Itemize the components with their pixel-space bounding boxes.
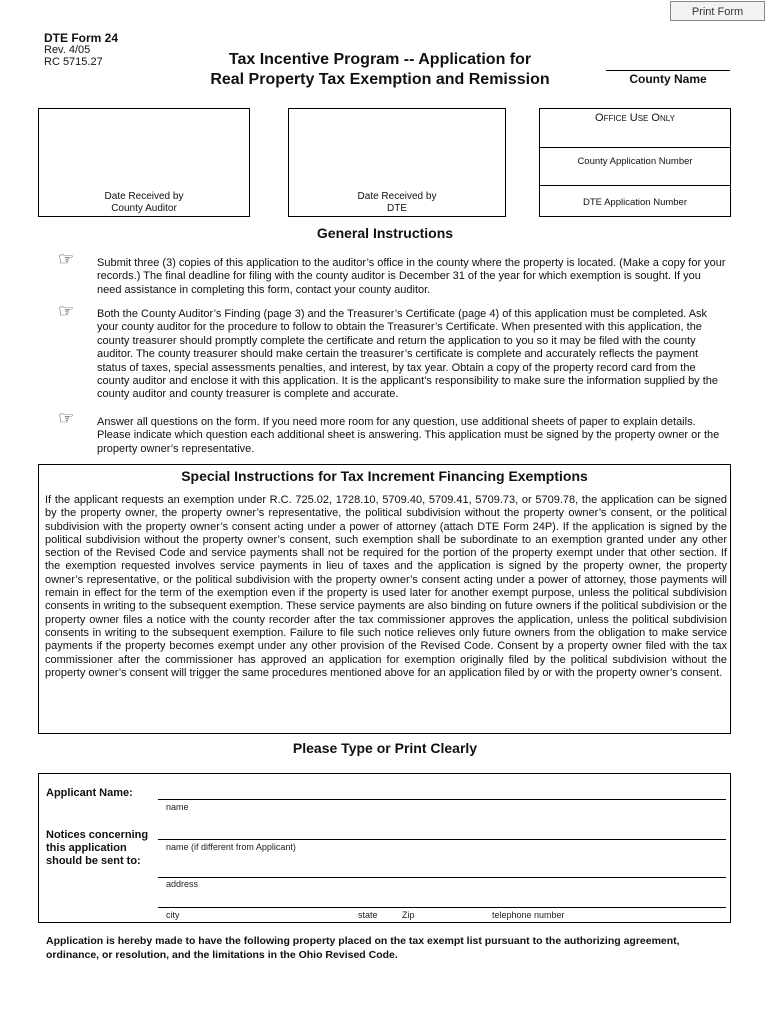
dte-application-number[interactable]: DTE Application Number	[582, 197, 688, 208]
county-application-number[interactable]: County Application Number	[540, 148, 730, 186]
applicant-name-label: Applicant Name:	[46, 787, 133, 799]
instruction-item-2: Both the County Auditor’s Finding (page 3) and the Treasurer’s Certificate (page 4) of this application must be completed. Ask your county auditor for the procedure to follow to obtain the Treasurer’s Certificate. When presented with this application, the county treasurer should promptly complete the certificate and return the application to you so it may be filed with the county auditor. The county treasurer should make certain the treasurer’s certificate is complete and accurately reflects the payment status of taxes, special assessments penalties, and interest, by tax year. Obtain a copy of the property record card from the county auditor and enclose it with this application. It is the applicant’s responsibility to make sure the information supplied by the county auditor and county treasurer is complete and accurate.	[97, 308, 719, 401]
notices-label: Notices concerning this application should be sent to:	[46, 829, 149, 867]
county-name-input[interactable]	[606, 50, 730, 69]
form-revision: Rev. 4/05	[44, 44, 91, 56]
city-state-zip-phone-input[interactable]	[158, 890, 726, 906]
county-name-line	[606, 70, 730, 71]
special-instructions-heading: Special Instructions for Tax Increment Financing Exemptions	[181, 468, 588, 484]
name-caption: name	[166, 802, 189, 812]
instruction-item-1: Submit three (3) copies of this application to the auditor’s office in the county where the property is located. (Make a copy for your records.) The final deadline for filing with the county auditor is December 31 of the year for which exemption is sought. If you need assistance in completing this form, contact your county auditor.	[97, 257, 726, 296]
special-instructions-text: If the applicant requests an exemption under R.C. 725.02, 1728.10, 5709.40, 5709.41, 5709.73, or 5709.78, the application can be signed by the property owner, the property owner’s representative, the political subdivision without the property owner’s consent, or the political subdivision with the property owner’s consent acting under a power of attorney (attach DTE Form 24P). If the application is signed by the political subdivision without the property owner’s consent, such exemption shall be subordinate to an exemption granted under any other section of the Revised Code and service payments shall not be required for the portion of the property exempt under that other section. If the exemption requested involves service payments in lieu of taxes and the application is signed by the property owner, the property owner’s representative, or the political subdivision with the property owner’s consent acting under a power of attorney, those payments will remain in effect for the term of the exemption even if the property is used later for another exempt purpose, unless the political subdivision consents in writing to the subsequent exemption. These service payments are also binding on future owners if the political subdivision or the property owner files a notice with the county recorder after the tax commissioner approves the application, unless the political subdivision consents in writing to the subsequent exemption. Failure to file such notice relieves only future owners from the obligation to make service payments if the property becomes exempt under any other provision of the Revised Code. Consent by a property owner filed with the tax commissioner after the commissioner has approved an application for exemption originally filed by the political subdivision without the property owner’s consent will trigger the same procedures mentioned above for an application filed by or with the property owner’s consent.	[45, 494, 727, 679]
page-title	[200, 50, 560, 90]
address-caption: address	[166, 879, 199, 889]
phone-caption: telephone number	[492, 910, 565, 920]
dte-stamp-label: Date Received by DTE	[357, 191, 437, 214]
print-clearly-heading: Please Type or Print Clearly	[292, 740, 478, 756]
zip-caption: Zip	[402, 910, 415, 920]
title-line-1: Tax Incentive Program -- Application for	[228, 51, 532, 68]
print-form-button[interactable]: Print Form	[670, 1, 765, 21]
instruction-item-3: Answer all questions on the form. If you need more room for any question, use additional sheets of paper to explain details. Please indicate which question each additional sheet is answering. This application must be signed by the property owner or the property owner’s representative.	[97, 416, 720, 455]
auditor-stamp-label: Date Received by County Auditor	[104, 191, 184, 214]
state-caption: state	[358, 910, 378, 920]
alt-name-caption: name (if different from Applicant)	[166, 842, 296, 852]
office-use-heading: Office Use Only	[540, 109, 730, 148]
application-statement: Application is hereby made to have the following property placed on the tax exempt list pursuant to the authorizing agreement, ordinance, or resolution, and the limitations in the Ohio Revised Code.	[46, 935, 680, 961]
pointing-hand-icon: ☞	[58, 408, 75, 428]
form-name: DTE Form 24	[44, 31, 119, 45]
general-instructions-heading: General Instructions	[316, 225, 454, 241]
county-name-label: County Name	[629, 72, 707, 86]
auditor-stamp-box	[38, 108, 250, 217]
title-line-2: Real Property Tax Exemption and Remission	[210, 71, 550, 88]
applicant-name-line	[158, 799, 726, 800]
address-line	[158, 877, 726, 878]
notice-name-input[interactable]	[158, 822, 726, 838]
office-use-box	[539, 108, 731, 217]
applicant-name-input[interactable]	[158, 782, 726, 798]
notice-name-line	[158, 839, 726, 840]
form-rc: RC 5715.27	[44, 56, 103, 68]
city-line	[158, 907, 726, 908]
pointing-hand-icon: ☞	[58, 301, 75, 321]
city-caption: city	[166, 910, 180, 920]
pointing-hand-icon: ☞	[58, 249, 75, 269]
form-identifier	[44, 32, 118, 68]
address-input[interactable]	[158, 860, 726, 876]
dte-stamp-box	[288, 108, 506, 217]
